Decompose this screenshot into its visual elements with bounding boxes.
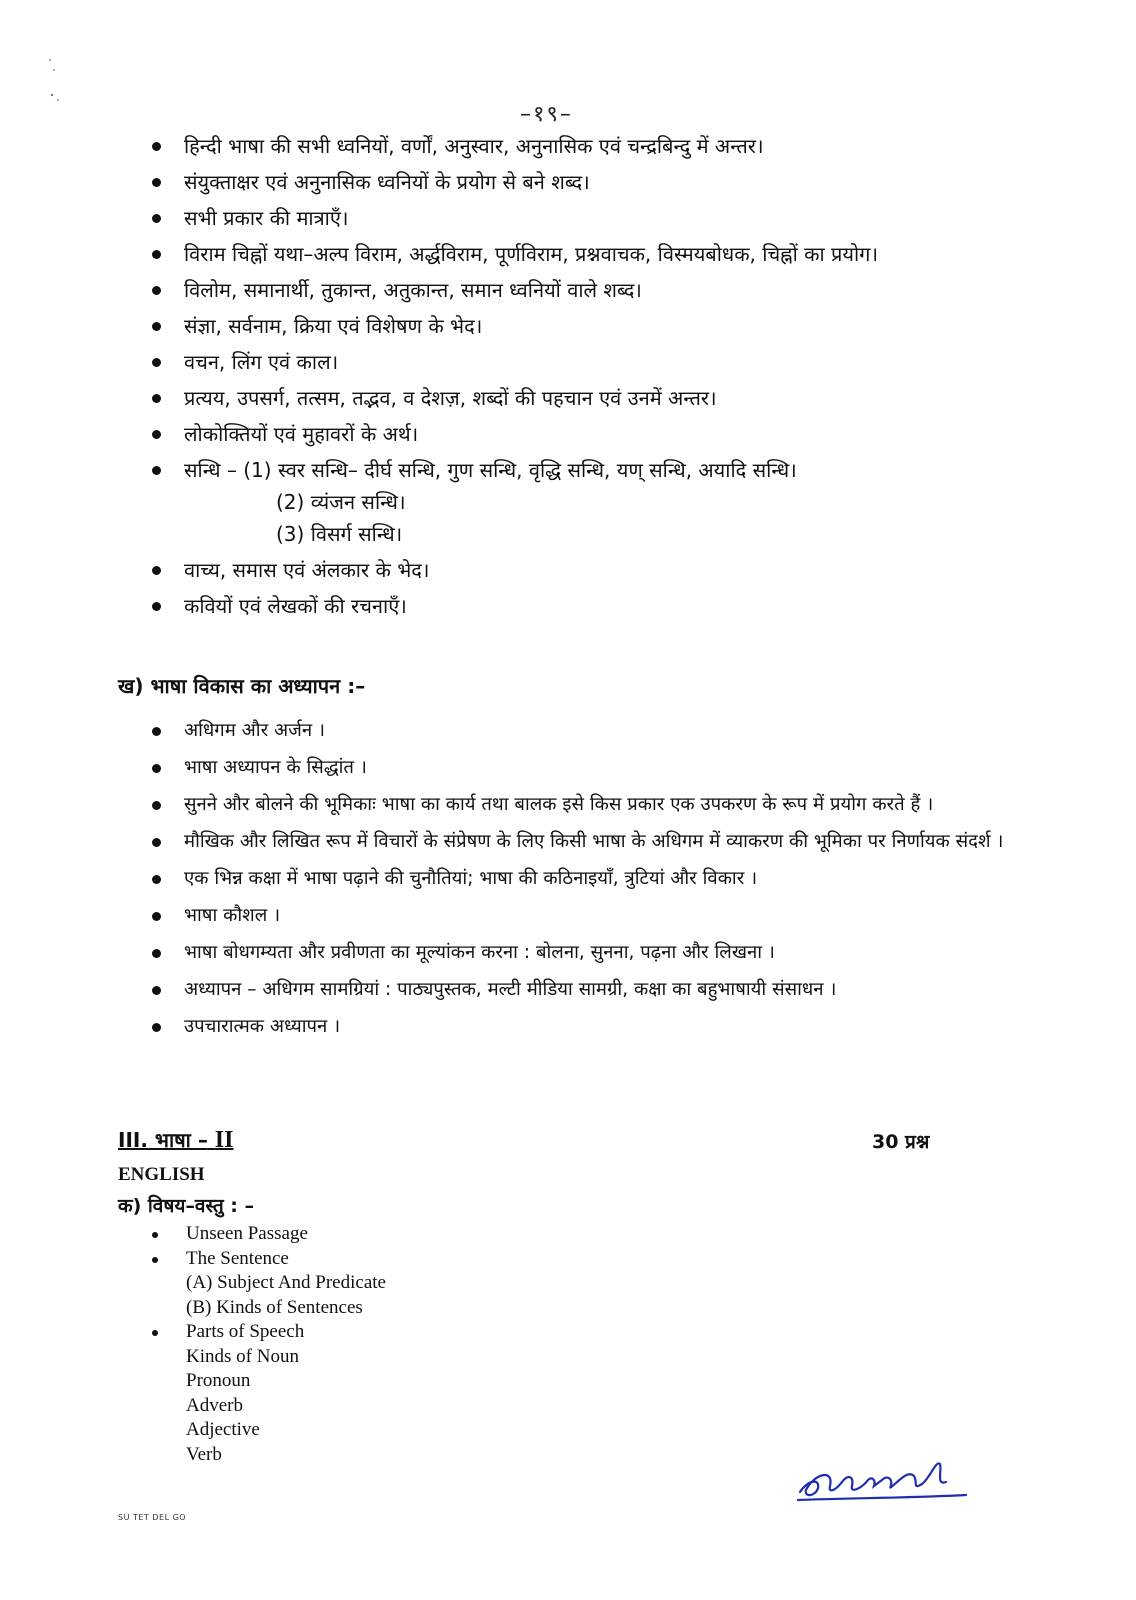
list-item: उपचारात्मक अध्यापन । bbox=[150, 1012, 1020, 1042]
list-item: संयुक्ताक्षर एवं अनुनासिक ध्वनियों के प्रयोग से बने शब्द। bbox=[150, 166, 1020, 198]
english-topic-list bbox=[150, 1222, 386, 1467]
list-item: संज्ञा, सर्वनाम, क्रिया एवं विशेषण के भेद। bbox=[150, 310, 1020, 342]
list-item: विलोम, समानार्थी, तुकान्त, अतुकान्त, समान ध्वनियों वाले शब्द। bbox=[150, 274, 1020, 306]
signature bbox=[790, 1440, 980, 1510]
scan-edge-marks bbox=[44, 40, 64, 120]
list-item: भाषा कौशल । bbox=[150, 901, 1020, 931]
subject-label: ENGLISH bbox=[118, 1164, 205, 1185]
list-item: The Sentence bbox=[150, 1247, 386, 1272]
list-item: सभी प्रकार की मात्राएँ। bbox=[150, 202, 1020, 234]
list-item: विराम चिह्नों यथा–अल्प विराम, अर्द्धविराम, पूर्णविराम, प्रश्नवाचक, विस्मयबोधक, चिह्नों का प्रयोग। bbox=[150, 238, 1020, 270]
list-item: Adverb bbox=[186, 1394, 243, 1416]
list-item: अध्यापन – अधिगम सामग्रियां : पाठ्यपुस्तक, मल्टी मीडिया सामग्री, कक्षा का बहुभाषायी संसाधन । bbox=[150, 975, 1020, 1005]
list-item: Unseen Passage bbox=[150, 1222, 386, 1247]
footer-code: SU TET DEL GO bbox=[118, 1513, 187, 1522]
list-item: Parts of Speech bbox=[150, 1320, 386, 1345]
language-development-list bbox=[150, 716, 1020, 1049]
list-item: हिन्दी भाषा की सभी ध्वनियों, वर्णों, अनुस्वार, अनुनासिक एवं चन्द्रबिन्दु में अन्तर। bbox=[150, 130, 1020, 162]
page-number: –१९– bbox=[520, 102, 573, 127]
list-item: अधिगम और अर्जन । bbox=[150, 716, 1020, 746]
question-count: 30 प्रश्न bbox=[872, 1131, 930, 1153]
list-item: एक भिन्न कक्षा में भाषा पढ़ाने की चुनौतियां; भाषा की कठिनाइयाँ, त्रुटियां और विकार । bbox=[150, 864, 1020, 894]
list-item: Pronoun bbox=[186, 1370, 251, 1391]
list-item: Kinds of Noun bbox=[186, 1345, 299, 1367]
hindi-content-list bbox=[150, 130, 1020, 626]
list-item: भाषा अध्यापन के सिद्धांत । bbox=[150, 753, 1020, 783]
language-2-title bbox=[118, 1126, 233, 1154]
language-development-heading: ख) भाषा विकास का अध्यापन :– bbox=[118, 674, 366, 698]
sandhi-line-2: (2) व्यंजन सन्धि। bbox=[276, 490, 406, 514]
sandhi-line-3: (3) विसर्ग सन्धि। bbox=[276, 522, 403, 546]
sandhi-line-1: सन्धि – (1) स्वर सन्धि– दीर्घ सन्धि, गुण सन्धि, वृद्धि सन्धि, यण् सन्धि, अयादि सन्धि। bbox=[184, 458, 797, 482]
list-item: भाषा बोधगम्यता और प्रवीणता का मूल्यांकन करना : बोलना, सुनना, पढ़ना और लिखना । bbox=[150, 938, 1020, 968]
list-item: Adjective bbox=[186, 1419, 260, 1440]
list-item: Verb bbox=[186, 1443, 222, 1465]
list-item: वाच्य, समास एवं अंलकार के भेद। bbox=[150, 554, 1020, 586]
content-heading: क) विषय–वस्तु : – bbox=[118, 1195, 254, 1217]
list-item: वचन, लिंग एवं काल। bbox=[150, 346, 1020, 378]
language-2-title-roman: II bbox=[214, 1127, 234, 1153]
list-item: सुनने और बोलने की भूमिकाः भाषा का कार्य तथा बालक इसे किस प्रकार एक उपकरण के रूप में प्रयोग करते हैं । bbox=[150, 790, 1020, 820]
language-2-title-prefix: III. भाषा – bbox=[118, 1128, 208, 1152]
list-item: लोकोक्तियों एवं मुहावरों के अर्थ। bbox=[150, 418, 1020, 450]
list-item: प्रत्यय, उपसर्ग, तत्सम, तद्भव, व देशज़, शब्दों की पहचान एवं उनमें अन्तर। bbox=[150, 382, 1020, 414]
list-item: (A) Subject And Predicate bbox=[186, 1272, 386, 1293]
list-item: कवियों एवं लेखकों की रचनाएँ। bbox=[150, 590, 1020, 622]
sandhi-item bbox=[150, 454, 1020, 550]
list-item: (B) Kinds of Sentences bbox=[186, 1296, 363, 1318]
list-item: मौखिक और लिखित रूप में विचारों के संप्रेषण के लिए किसी भाषा के अधिगम में व्याकरण की भूमिका पर निर्णायक संदर्श । bbox=[150, 827, 1020, 857]
